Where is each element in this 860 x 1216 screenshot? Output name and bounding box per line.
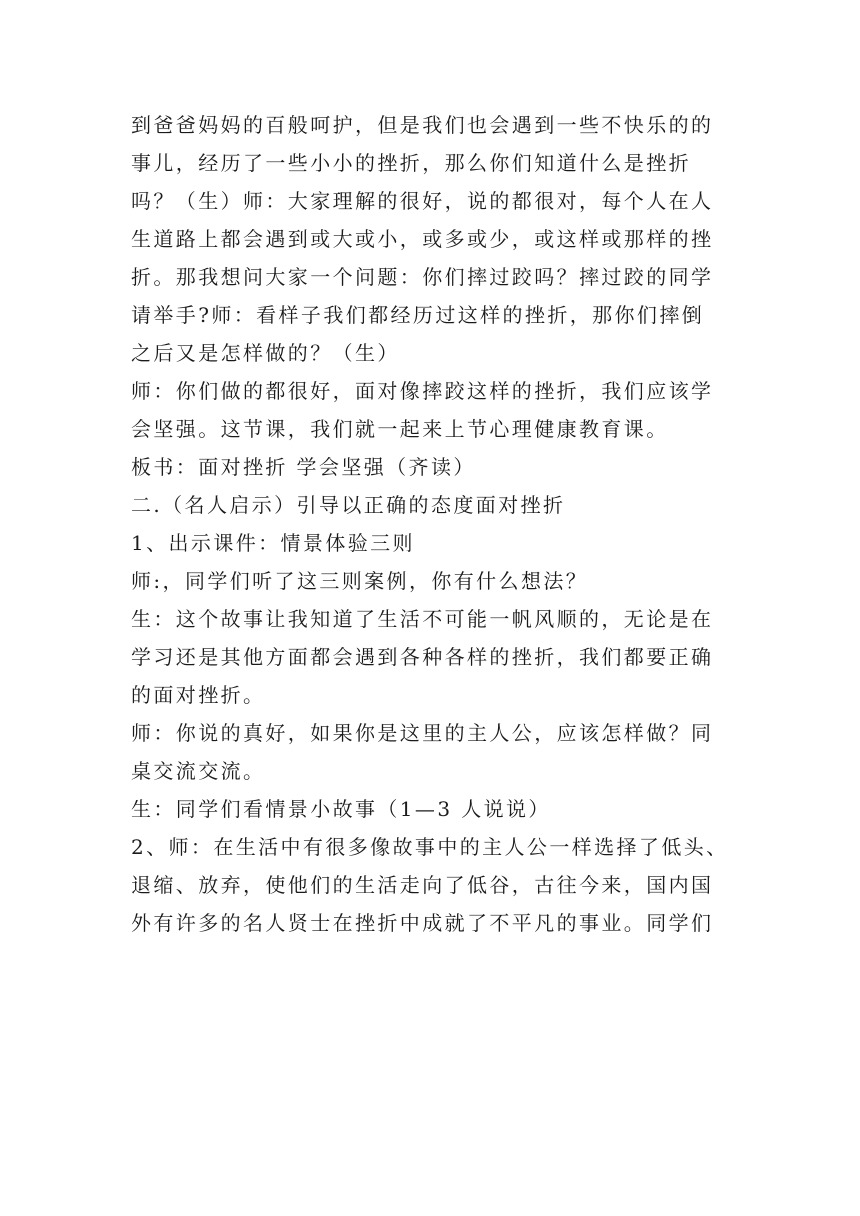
text-line: 师：你说的真好，如果你是这里的主人公，应该怎样做？同 [131,721,714,745]
text-line: 外有许多的名人贤士在挫折中成就了不平凡的事业。同学们 [131,911,714,935]
text-line: 生：这个故事让我知道了生活不可能一帆风顺的，无论是在 [131,607,714,631]
text-line: 之后又是怎样做的？（生） [131,341,400,365]
text-line: 桌交流交流。 [131,759,266,783]
text-line: 师:，同学们听了这三则案例，你有什么想法？ [131,569,589,593]
text-line: 会坚强。这节课，我们就一起来上节心理健康教育课。 [131,417,669,441]
text-line: 生道路上都会遇到或大或小，或多或少，或这样或那样的挫 [131,227,714,251]
text-line: 退缩、放弃，使他们的生活走向了低谷，古往今来，国内国 [131,873,714,897]
text-line: 二.（名人启示）引导以正确的态度面对挫折 [131,493,566,517]
text-line: 2、师：在生活中有很多像故事中的主人公一样选择了低头、 [131,835,729,859]
document-page [131,106,731,942]
text-line: 学习还是其他方面都会遇到各种各样的挫折，我们都要正确 [131,645,714,669]
text-line: 师：你们做的都很好，面对像摔跤这样的挫折，我们应该学 [131,379,714,403]
text-line: 到爸爸妈妈的百般呵护，但是我们也会遇到一些不快乐的的 [131,113,714,137]
text-line: 的面对挫折。 [131,683,266,707]
text-line: 事儿，经历了一些小小的挫折，那么你们知道什么是挫折 [131,151,691,175]
text-line: 折。那我想问大家一个问题：你们摔过跤吗？摔过跤的同学 [131,265,714,289]
text-line: 请举手?师：看样子我们都经历过这样的挫折，那你们摔倒 [131,303,705,327]
text-line: 板书：面对挫折 学会坚强（齐读） [131,455,476,479]
text-line: 1、出示课件：情景体验三则 [131,531,415,555]
text-line: 吗？（生）师：大家理解的很好，说的都很对，每个人在人 [131,189,714,213]
text-line: 生：同学们看情景小故事（1—3 人说说） [131,797,551,821]
